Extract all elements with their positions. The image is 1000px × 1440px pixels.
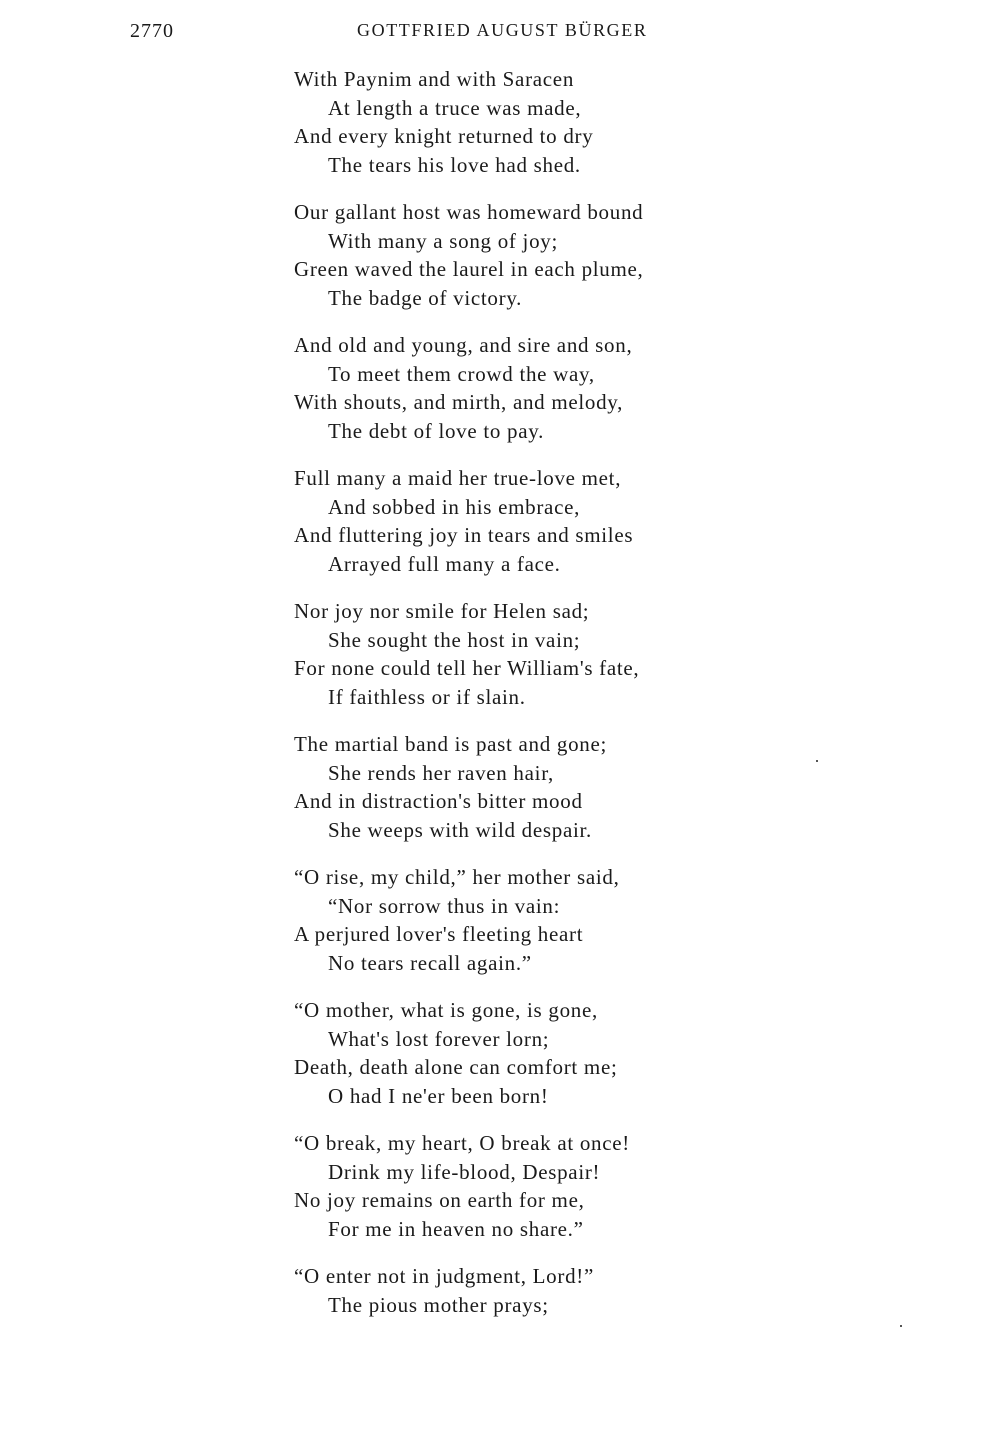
stanza (294, 464, 754, 578)
poem-line: And every knight returned to dry (294, 124, 594, 148)
poem-line: And fluttering joy in tears and smiles (294, 523, 634, 547)
poem-line: With Paynim and with Saracen (294, 67, 575, 91)
stanza (294, 1262, 754, 1319)
poem-line: No joy remains on earth for me, (294, 1188, 585, 1212)
poem-line: And old and young, and sire and son, (294, 333, 633, 357)
poem-line: A perjured lover's fleeting heart (294, 922, 584, 946)
poem-line: “O mother, what is gone, is gone, (294, 998, 598, 1022)
poem-line: “O enter not in judgment, Lord!” (294, 1264, 594, 1288)
stanza (294, 597, 754, 711)
poem-line: Death, death alone can comfort me; (294, 1055, 618, 1079)
poem-line: Nor joy nor smile for Helen sad; (294, 599, 590, 623)
stanza (294, 65, 754, 179)
running-head: GOTTFRIED AUGUST BÜRGER (357, 20, 648, 40)
poem-line: For me in heaven no share.” (328, 1216, 584, 1241)
poem-line: The pious mother prays; (328, 1292, 549, 1317)
poem-line: Full many a maid her true-love met, (294, 466, 622, 490)
scan-speck (900, 1325, 902, 1327)
poem-line: The badge of victory. (328, 285, 523, 310)
stanza (294, 198, 754, 312)
poem-line: Arrayed full many a face. (328, 551, 561, 576)
stanza (294, 1129, 754, 1243)
stanza (294, 730, 754, 844)
stanza (294, 331, 754, 445)
poem-line: The tears his love had shed. (328, 152, 581, 177)
poem-line: For none could tell her William's fate, (294, 656, 640, 680)
stanza (294, 996, 754, 1110)
poem-line: O had I ne'er been born! (328, 1083, 549, 1108)
poem-line: At length a truce was made, (328, 95, 582, 120)
poem-line: No tears recall again.” (328, 950, 532, 975)
poem-line: With many a song of joy; (328, 228, 559, 253)
poem-line: To meet them crowd the way, (328, 361, 595, 386)
poem-line: She weeps with wild despair. (328, 817, 592, 842)
poem-line: Drink my life-blood, Despair! (328, 1159, 601, 1184)
poem-line: Green waved the laurel in each plume, (294, 257, 644, 281)
poem-line: The debt of love to pay. (328, 418, 545, 443)
poem-line: If faithless or if slain. (328, 684, 526, 709)
stanza (294, 863, 754, 977)
poem-line: “O rise, my child,” her mother said, (294, 865, 620, 889)
poem-line: With shouts, and mirth, and melody, (294, 390, 624, 414)
scan-speck (816, 760, 818, 762)
page-number: 2770 (130, 20, 174, 42)
poem-body (294, 65, 754, 1338)
poem-line: She rends her raven hair, (328, 760, 554, 785)
poem-line: And in distraction's bitter mood (294, 789, 583, 813)
poem-line: Our gallant host was homeward bound (294, 200, 644, 224)
poem-line: What's lost forever lorn; (328, 1026, 550, 1051)
poem-line: “O break, my heart, O break at once! (294, 1131, 630, 1155)
poem-line: She sought the host in vain; (328, 627, 581, 652)
poem-line: And sobbed in his embrace, (328, 494, 581, 519)
poem-line: The martial band is past and gone; (294, 732, 608, 756)
poem-line: “Nor sorrow thus in vain: (328, 893, 561, 918)
